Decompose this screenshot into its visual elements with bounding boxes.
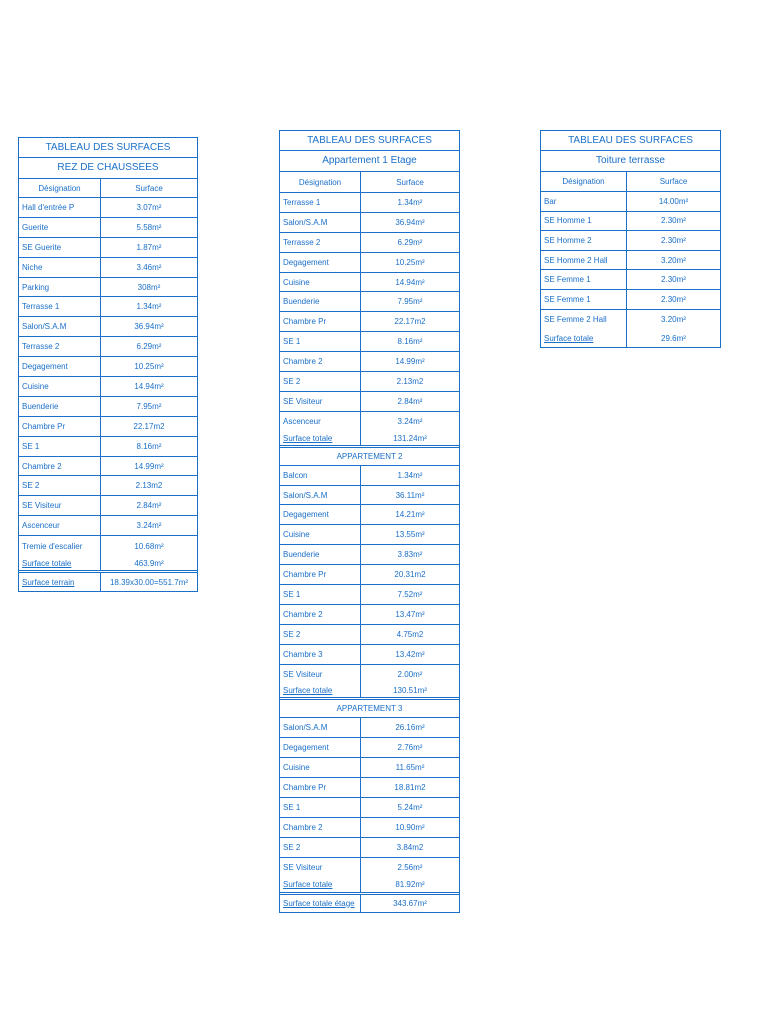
column-header-surface: Surface	[396, 177, 424, 187]
table-row	[19, 317, 197, 337]
designation-cell: Buenderie	[19, 397, 101, 416]
designation-cell: Terrasse 2	[280, 233, 361, 252]
total-row	[19, 556, 197, 573]
designation-cell: Buenderie	[280, 545, 361, 564]
designation-cell: SE Homme 1	[541, 212, 627, 231]
apartment-1-body	[280, 193, 459, 432]
table-row	[280, 545, 459, 565]
surface-cell: 3.20m²	[661, 255, 686, 265]
surface-cell: 1.34m²	[136, 302, 162, 312]
designation-cell: Salon/S.A.M	[19, 317, 101, 336]
table-row	[19, 536, 197, 556]
surface-cell: 11.65m²	[395, 763, 425, 773]
table-row	[19, 238, 197, 258]
table-title: TABLEAU DES SURFACES	[568, 135, 693, 146]
table-subtitle-row	[280, 151, 459, 172]
designation-cell: Ascenceur	[19, 516, 101, 535]
table-row	[280, 838, 459, 858]
surface-cell: 14.94m²	[134, 381, 164, 391]
surface-cell: 20.31m2	[394, 570, 426, 580]
designation-cell: Cuisine	[280, 758, 361, 777]
surface-cell: 14.00m²	[658, 196, 689, 206]
surface-table-roof	[540, 130, 721, 348]
total-label: Surface totale	[280, 878, 361, 892]
table-body	[541, 192, 720, 329]
table-row	[280, 718, 459, 738]
table-row	[280, 352, 459, 372]
designation-cell: SE 1	[280, 798, 361, 817]
surface-cell: 10.90m²	[395, 822, 425, 832]
surface-cell: 3.20m²	[661, 314, 686, 324]
table-row	[280, 466, 459, 486]
total-value: 131.24m²	[393, 433, 427, 443]
designation-cell: Chambre 2	[280, 352, 361, 371]
designation-cell: SE Visiteur	[280, 858, 361, 878]
total-value: 130.51m²	[393, 686, 427, 696]
surface-cell: 14.21m²	[395, 510, 425, 520]
designation-cell: Parking	[19, 278, 101, 297]
table-row	[19, 218, 197, 238]
designation-cell: SE Femme 2 Hall	[541, 310, 627, 330]
designation-cell: SE 2	[19, 476, 101, 495]
table-row	[19, 476, 197, 496]
designation-cell: Cuisine	[19, 377, 101, 396]
table-row	[280, 213, 459, 233]
designation-cell: Degagement	[19, 357, 101, 376]
table-row	[280, 758, 459, 778]
total-row	[541, 329, 720, 347]
surface-cell: 14.94m²	[395, 277, 425, 287]
table-title-row	[541, 131, 720, 151]
surface-cell: 1.34m²	[397, 197, 423, 207]
surface-cell: 13.47m²	[395, 609, 425, 619]
table-row	[280, 193, 459, 213]
surface-cell: 14.99m²	[134, 461, 164, 471]
designation-cell: SE 1	[280, 332, 361, 351]
designation-cell: SE Visiteur	[280, 665, 361, 685]
table-row	[280, 645, 459, 665]
designation-cell: Niche	[19, 258, 101, 277]
column-header-row	[19, 179, 197, 198]
designation-cell: SE Femme 1	[541, 290, 627, 309]
total-value: 463.9m²	[134, 558, 164, 568]
table-row	[280, 273, 459, 293]
table-title-row	[19, 138, 197, 158]
surface-cell: 10.25m²	[134, 362, 164, 372]
floor-total-value: 343.67m²	[393, 898, 427, 908]
table-subtitle-row	[19, 158, 197, 179]
terrain-value: 18.39x30.00=551.7m²	[109, 577, 189, 587]
designation-cell: Chambre 2	[280, 605, 361, 624]
designation-cell: Guerite	[19, 218, 101, 237]
table-row	[19, 377, 197, 397]
apartment-3-total-row	[280, 878, 459, 895]
floor-total-label: Surface totale étage	[280, 895, 361, 912]
table-subtitle-row	[541, 151, 720, 172]
surface-cell: 2.84m²	[397, 396, 423, 406]
terrain-row	[19, 573, 197, 591]
surface-cell: 2.13m2	[135, 481, 163, 491]
apartment-2-header	[280, 448, 459, 466]
surface-cell: 3.24m²	[397, 417, 423, 427]
table-row	[280, 585, 459, 605]
table-row	[19, 437, 197, 457]
designation-cell: SE Homme 2 Hall	[541, 251, 627, 270]
designation-cell: Salon/S.A.M	[280, 718, 361, 737]
designation-cell: Chambre Pr	[280, 565, 361, 584]
table-row	[280, 525, 459, 545]
table-title: TABLEAU DES SURFACES	[307, 135, 432, 146]
table-row	[19, 278, 197, 298]
surface-cell: 7.52m²	[397, 589, 423, 599]
surface-cell: 3.24m²	[136, 521, 162, 531]
surface-cell: 7.95m²	[136, 401, 162, 411]
table-row	[280, 818, 459, 838]
table-row	[541, 251, 720, 271]
surface-cell: 3.84m2	[396, 842, 424, 852]
table-row	[541, 192, 720, 212]
table-row	[19, 397, 197, 417]
surface-cell: 2.13m2	[396, 376, 424, 386]
designation-cell: Tremie d'escalier	[19, 536, 101, 556]
surface-cell: 6.29m²	[397, 237, 423, 247]
surface-cell: 36.11m²	[395, 490, 425, 500]
table-row	[541, 310, 720, 330]
surface-cell: 36.94m²	[134, 322, 164, 332]
table-title: TABLEAU DES SURFACES	[45, 142, 171, 153]
surface-cell: 2.30m²	[661, 216, 686, 226]
designation-cell: Cuisine	[280, 525, 361, 544]
apartment-2-body	[280, 466, 459, 685]
table-row	[280, 505, 459, 525]
column-header-designation: Désignation	[19, 179, 101, 197]
surface-cell: 7.95m²	[397, 297, 423, 307]
table-title-row	[280, 131, 459, 151]
designation-cell: Bar	[541, 192, 627, 211]
designation-cell: Ascenceur	[280, 412, 361, 432]
table-row	[280, 605, 459, 625]
table-row	[541, 290, 720, 310]
table-row	[19, 337, 197, 357]
column-header-surface: Surface	[659, 177, 688, 186]
table-row	[280, 312, 459, 332]
designation-cell: SE Visiteur	[19, 496, 101, 515]
table-row	[19, 198, 197, 218]
floor-total-row	[280, 895, 459, 912]
table-subtitle: Toiture terrasse	[596, 155, 665, 166]
designation-cell: Chambre Pr	[19, 417, 101, 436]
surface-cell: 3.07m²	[136, 202, 162, 212]
surface-cell: 22.17m2	[133, 421, 165, 431]
designation-cell: Balcon	[280, 466, 361, 485]
surface-cell: 2.56m²	[397, 863, 423, 873]
table-row	[19, 258, 197, 278]
designation-cell: SE 2	[280, 838, 361, 857]
surface-cell: 3.46m²	[136, 262, 162, 272]
table-row	[19, 496, 197, 516]
surface-cell: 2.30m²	[661, 235, 686, 245]
column-header-row	[541, 172, 720, 192]
designation-cell: SE 1	[280, 585, 361, 604]
designation-cell: SE Visiteur	[280, 392, 361, 411]
designation-cell: Degagement	[280, 505, 361, 524]
section-title: APPARTEMENT 2	[336, 451, 403, 461]
apartment-2-total-row	[280, 684, 459, 700]
table-row	[19, 457, 197, 477]
designation-cell: Terrasse 1	[280, 193, 361, 212]
apartment-3-header	[280, 700, 459, 718]
table-row	[19, 357, 197, 377]
table-row	[280, 858, 459, 878]
table-body	[19, 198, 197, 556]
section-title: APPARTEMENT 3	[336, 704, 403, 714]
surface-cell: 2.00m²	[397, 670, 423, 680]
table-row	[280, 253, 459, 273]
table-row	[19, 516, 197, 536]
designation-cell: SE 2	[280, 372, 361, 391]
table-row	[280, 292, 459, 312]
total-label: Surface totale	[280, 432, 361, 445]
surface-cell: 8.16m²	[136, 441, 162, 451]
table-row	[280, 565, 459, 585]
designation-cell: SE Homme 2	[541, 231, 627, 250]
surface-cell: 18.81m2	[394, 783, 426, 793]
table-row	[280, 625, 459, 645]
surface-cell: 10.25m²	[395, 257, 425, 267]
table-row	[280, 778, 459, 798]
table-row	[541, 270, 720, 290]
table-row	[541, 231, 720, 251]
designation-cell: Chambre Pr	[280, 778, 361, 797]
designation-cell: Degagement	[280, 738, 361, 757]
designation-cell: Terrasse 1	[19, 297, 101, 316]
designation-cell: SE Guerite	[19, 238, 101, 257]
designation-cell: Buenderie	[280, 292, 361, 311]
designation-cell: SE 1	[19, 437, 101, 456]
surface-cell: 8.16m²	[397, 337, 423, 347]
total-label: Surface totale	[541, 329, 627, 347]
surface-cell: 4.75m2	[396, 629, 424, 639]
apartment-3-body	[280, 718, 459, 877]
column-header-row	[280, 172, 459, 193]
surface-cell: 26.16m²	[395, 723, 425, 733]
apartment-1-total-row	[280, 432, 459, 448]
surface-table-first-floor	[279, 130, 460, 913]
surface-cell: 2.84m²	[136, 501, 162, 511]
table-row	[280, 392, 459, 412]
table-row	[280, 372, 459, 392]
surface-cell: 2.76m²	[397, 743, 423, 753]
surface-cell: 13.42m²	[395, 649, 425, 659]
surface-cell: 1.87m²	[136, 242, 162, 252]
surface-cell: 5.58m²	[136, 222, 162, 232]
table-row	[541, 212, 720, 232]
designation-cell: Chambre 2	[19, 457, 101, 476]
surface-cell: 2.30m²	[661, 294, 686, 304]
column-header-surface: Surface	[135, 183, 163, 193]
table-row	[280, 798, 459, 818]
surface-table-ground-floor	[18, 137, 198, 592]
designation-cell: SE 2	[280, 625, 361, 644]
total-value: 29.6m²	[661, 333, 686, 343]
column-header-designation: Désignation	[541, 172, 627, 191]
designation-cell: Chambre 2	[280, 818, 361, 837]
table-row	[19, 297, 197, 317]
surface-cell: 22.17m2	[394, 317, 426, 327]
table-row	[280, 412, 459, 432]
surface-cell: 13.55m²	[395, 530, 425, 540]
designation-cell: SE Femme 1	[541, 270, 627, 289]
surface-cell: 5.24m²	[397, 802, 423, 812]
surface-cell: 1.34m²	[397, 470, 423, 480]
designation-cell: Chambre Pr	[280, 312, 361, 331]
surface-cell: 14.99m²	[395, 357, 425, 367]
table-row	[280, 332, 459, 352]
terrain-label: Surface terrain	[19, 573, 101, 591]
table-row	[280, 665, 459, 685]
total-label: Surface totale	[280, 684, 361, 697]
surface-cell: 308m²	[137, 282, 161, 292]
table-row	[280, 233, 459, 253]
table-subtitle: Appartement 1 Etage	[322, 155, 417, 166]
table-row	[280, 486, 459, 506]
designation-cell: Chambre 3	[280, 645, 361, 664]
designation-cell: Cuisine	[280, 273, 361, 292]
table-row	[280, 738, 459, 758]
surface-cell: 6.29m²	[136, 342, 162, 352]
designation-cell: Degagement	[280, 253, 361, 272]
surface-cell: 2.30m²	[661, 275, 686, 285]
designation-cell: Salon/S.A.M	[280, 486, 361, 505]
surface-cell: 36.94m²	[395, 217, 425, 227]
surface-cell: 10.68m²	[134, 541, 164, 551]
surface-cell: 3.83m²	[397, 550, 423, 560]
designation-cell: Terrasse 2	[19, 337, 101, 356]
total-value: 81.92m²	[395, 880, 425, 890]
column-header-designation: Désignation	[280, 172, 361, 192]
designation-cell: Salon/S.A.M	[280, 213, 361, 232]
table-subtitle: REZ DE CHAUSSEES	[57, 162, 159, 173]
designation-cell: Hall d'entrée P	[19, 198, 101, 217]
table-row	[19, 417, 197, 437]
total-label: Surface totale	[19, 556, 101, 570]
